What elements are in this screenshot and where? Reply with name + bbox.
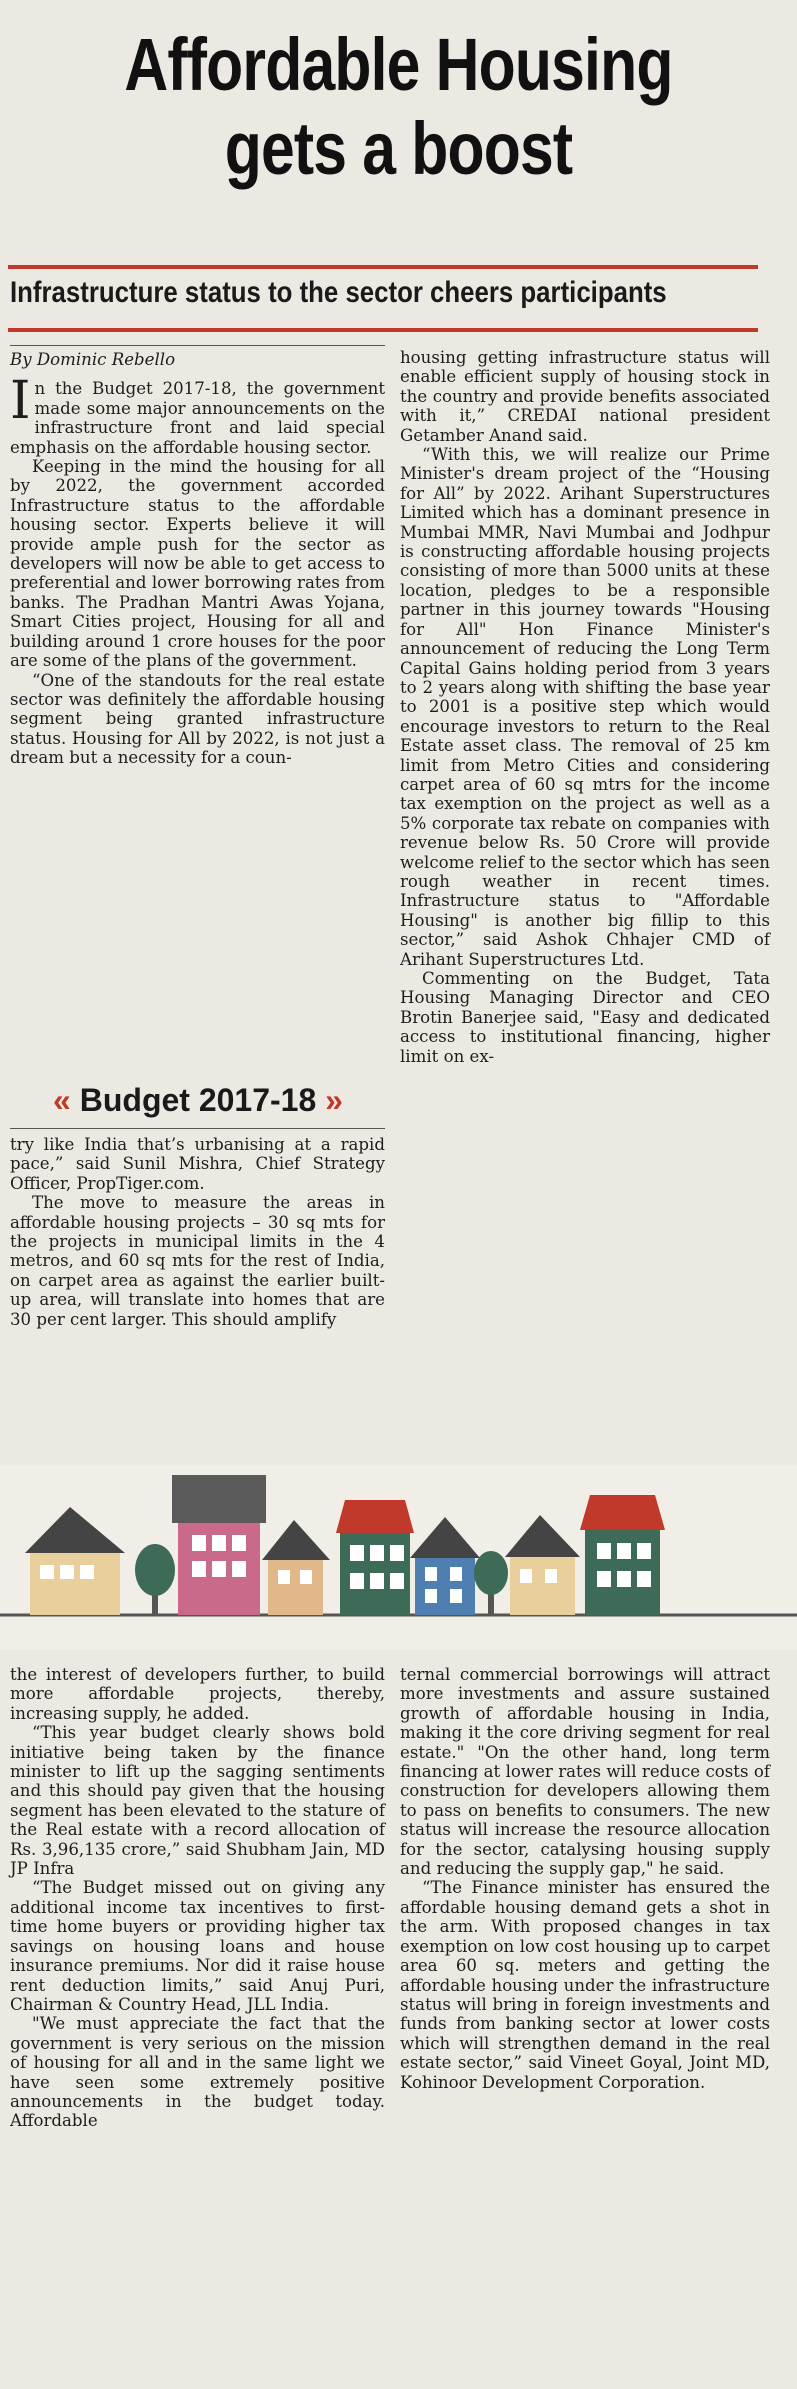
houses-illustration [0, 1465, 797, 1650]
article-column-2-bottom [400, 1665, 770, 2092]
house-icon [580, 1495, 665, 1615]
paragraph: “One of the standouts for the real estate sector was definitely the affordable housing segment being granted infrastructure status. Housing for All by 2022, is not just a dream but a necessity for a coun- [10, 670, 385, 768]
quote-right-icon: » [325, 1082, 343, 1118]
subhead-top-rule [8, 265, 758, 269]
subhead: Infrastructure status to the sector cheers participants [10, 276, 667, 309]
paragraph: Keeping in the mind the housing for all by 2022, the government accorded Infrastructure status to the affordable housing sector. Experts believe it will provide ample push for the sector as developers will now be able to get access to preferential and lower borrowing rates from banks. The Pradhan Mantri Awas Yojana, Smart Cities project, Housing for all and building around 1 crore houses for the poor are some of the plans of the government. [10, 457, 385, 671]
pullquote-rule [10, 1128, 385, 1129]
paragraph: "We must appreciate the fact that the government is very serious on the mission of housing for all and in the same light we have seen some extremely positive announcements in the budget today. Affordable [10, 2014, 385, 2131]
byline-rule [10, 345, 385, 346]
paragraph: The move to measure the areas in affordable housing projects – 30 sq mts for the projects in municipal limits in the 4 metros, and 60 sq mts for the rest of India, on carpet area as against the earlier built-up area, will translate into homes that are 30 per cent larger. This should amplify [10, 1193, 385, 1329]
paragraph: try like India that’s urbanising at a rapid pace,” said Sunil Mishra, Chief Strategy Officer, PropTiger.com. [10, 1135, 385, 1193]
quote-left-icon: « [53, 1082, 71, 1118]
lead-text: n the Budget 2017-18, the government made some major announcements on the infrastructure front and laid special emphasis on the affordable housing sector. [10, 379, 385, 457]
headline-line-1: Affordable Housing [124, 23, 673, 106]
paragraph: “This year budget clearly shows bold initiative being taken by the finance minister to lift up the sagging sentiments and this should pay given that the housing segment has been elevated to the stature of the Real estate with a record allocation of Rs. 3,96,135 crore,” said Shubham Jain, MD JP Infra [10, 1723, 385, 1879]
subhead-bottom-rule [8, 328, 758, 332]
article-column-1-mid [10, 1135, 385, 1329]
lead-paragraph [10, 371, 385, 457]
pullquote-text: Budget 2017-18 [79, 1082, 317, 1118]
house-icon [172, 1475, 266, 1615]
byline: By Dominic Rebello [10, 350, 176, 369]
paragraph: ternal commercial borrowings will attract more investments and assure sustained growth of affordable housing in India, making it the core driving segment for real estate." "On the other hand, long term financing at lower rates will reduce costs of construction for developers allowing them to pass on benefits to consumers. The new status will increase the resource allocation for the sector, catalysing housing supply and reducing the supply gap," he said. [400, 1665, 770, 1879]
article-column-1-bottom [10, 1665, 385, 2131]
headline-line-2: gets a boost [224, 107, 573, 190]
drop-cap: I [10, 371, 31, 432]
house-icon [336, 1500, 414, 1615]
paragraph: housing getting infrastructure status will enable efficient supply of housing stock in the country and provide benefits associated with it,” CREDAI national president Getamber Anand said. [400, 348, 770, 445]
article-column-1-top [10, 345, 385, 768]
paragraph: the interest of developers further, to build more affordable projects, thereby, increasing supply, he added. [10, 1665, 385, 1723]
article-column-2-top [400, 348, 770, 1066]
paragraph: “The Finance minister has ensured the affordable housing demand gets a shot in the arm. With proposed changes in tax exemption on low cost housing up to carpet area 60 sq. meters and getting the affordable housing under the infrastructure status will bring in foreign investments and funds from banking sector at lower costs which will strengthen demand in the real estate sector,” said Vineet Goyal, Joint MD, Kohinoor Development Corporation. [400, 1878, 770, 2092]
pullquote-budget [8, 1077, 388, 1123]
paragraph: Commenting on the Budget, Tata Housing Managing Director and CEO Brotin Banerjee said, "Easy and dedicated access to institutional financing, higher limit on ex- [400, 969, 770, 1066]
paragraph: “The Budget missed out on giving any additional income tax incentives to first-time home buyers or providing higher tax savings on housing loans and house insurance premiums. Nor did it raise house rent deduction limits,” said Anuj Puri, Chairman & Country Head, JLL India. [10, 1878, 385, 2014]
paragraph: “With this, we will realize our Prime Minister's dream project of the “Housing for All” by 2022. Arihant Superstructures Limited which has a dominant presence in Mumbai MMR, Navi Mumbai and Jodhpur is constructing affordable housing projects consisting of more than 5000 units at these location, pledges to be a responsible partner in this journey towards "Housing for All" Hon Finance Minister's announcement of reducing the Long Term Capital Gains holding period from 3 years to 2 years along with shifting the base year to 2001 is a positive step which would encourage investors to return to the Real Estate asset class. The removal of 25 km limit from Metro Cities and considering carpet area of 60 sq mtrs for the income tax exemption on the project as well as a 5% corporate tax rebate on companies with revenue below Rs. 50 Crore will provide welcome relief to the sector which has seen rough weather in recent times. Infrastructure status to "Affordable Housing" is another big fillip to this sector,” said Ashok Chhajer CMD of Arihant Superstructures Ltd. [400, 445, 770, 969]
